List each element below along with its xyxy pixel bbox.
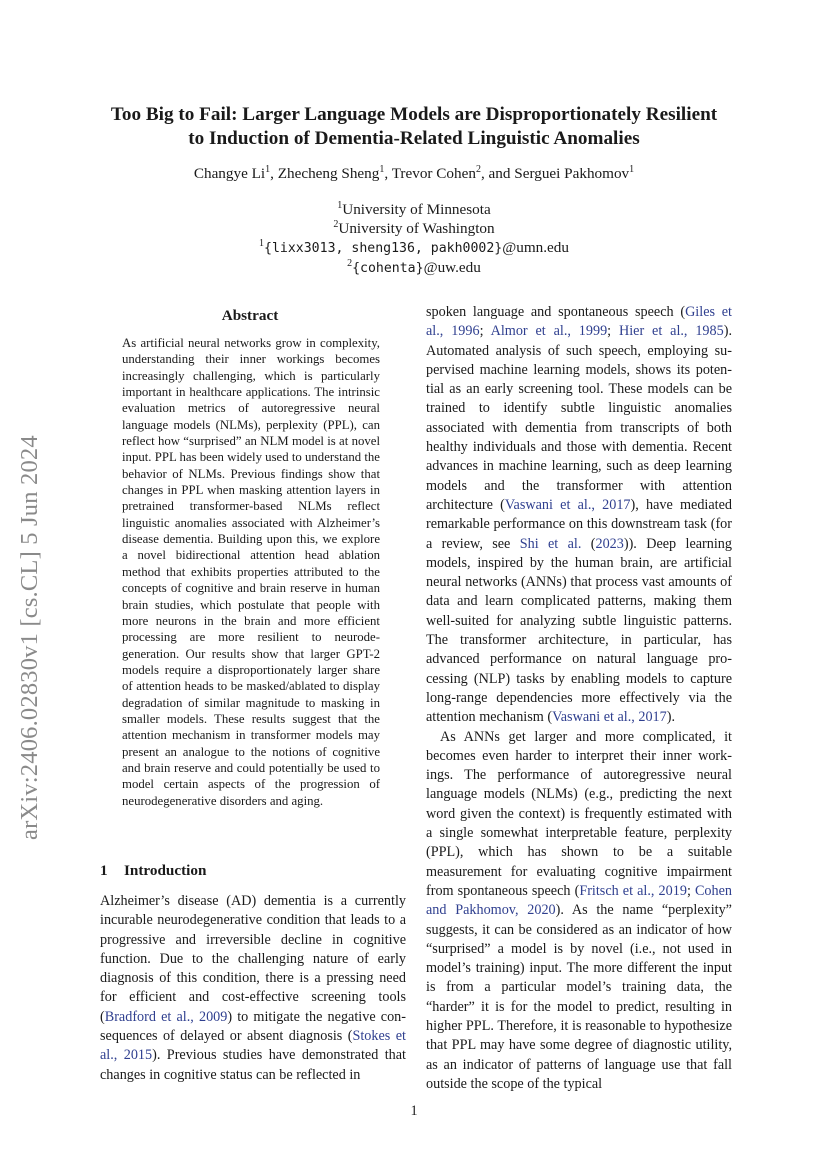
author-list <box>60 164 768 184</box>
email-domain: @uw.edu <box>423 259 481 276</box>
affiliation-marker: 1 <box>629 164 635 175</box>
page-number: 1 <box>410 1103 418 1119</box>
affiliation-name: University of Minnesota <box>342 201 491 218</box>
abstract-heading: Abstract <box>221 307 279 324</box>
introduction-paragraph-1 <box>100 892 406 1085</box>
citation-link[interactable]: Fritsch et al., 2019 <box>579 882 687 899</box>
affiliations <box>60 200 768 278</box>
paper-title <box>60 103 768 151</box>
title-line-2: to Induction of Dementia-Related Linguistic Anomalies <box>188 128 640 149</box>
body-text: spoken language and spontaneous speech ( <box>426 304 686 320</box>
abstract-body: As artificial neural networks grow in complexity, understanding their inner workings becomes increasingly challenging, which is particularly important in healthcare applications. The intrinsic evaluation metrics of autoregressive neural language models (NLMs), perplexity (PPL), can reflect how “surprised” an NLM model is at novel input. PPL has been widely used to understand the behavior of NLMs. Previous findings show that changes in PPL when masking attention layers in pretrained transformer-based NLMs reflect linguistic anomalies associated with Alzheimer’s disease dementia. Building upon this, we explore a novel bidirectional attention head ablation method that exhibits properties attributed to the concepts of cognitive and brain reserve in human brain studies, which postulate that people with more neurons in the brain and more efficient processing are more resilient to neurodegeneration. Our results show that larger GPT-2 models require a disproportionately larger share of attention heads to be masked/ablated to display degradation of similar magnitude to masking in smaller models. These results suggest that the attention mechanism in transformer models may present an analogue to the notions of cognitive and brain reserve and could potentially be used to model certain aspects of the progression of neurodegenerative disorders and aging. <box>122 336 380 808</box>
author-separator: , <box>270 165 278 182</box>
body-text: As ANNs get larger and more complicated, it becomes even harder to interpret their inner workings. The performance of autoregressive neural language models (NLMs) (e.g., predicting the next word given the context) is frequently estimated with a single somewhat interpretable feature, perplexity (PPL), which has shown to be a suitable measurement for evaluating cognitive impairment from spontaneous speech ( <box>426 728 732 899</box>
section-heading-introduction <box>100 861 406 881</box>
citation-link[interactable]: Almor et al., 1999 <box>490 323 608 340</box>
citation-link[interactable]: Bradford et al., 2009 <box>104 1008 228 1025</box>
title-line-1: Too Big to Fail: Larger Language Models are Disproportionately Resilient <box>110 104 718 125</box>
citation-separator: ; <box>607 323 619 340</box>
body-text: ). Previous studies have demonstrated that changes in cognitive status can be reflected in <box>100 1047 406 1083</box>
citation-link[interactable]: Hier et al., 1985 <box>618 323 724 340</box>
author-name: Zhecheng Sheng <box>277 165 380 182</box>
introduction-paragraph-2 <box>426 728 732 1095</box>
affiliation-marker: 1 <box>379 164 385 175</box>
citation-link[interactable]: Shi et al. <box>519 535 582 552</box>
citation-link[interactable]: Cohen and Pakhomov, 2020 <box>426 882 733 919</box>
author-name: Trevor Cohen <box>391 165 476 182</box>
introduction-paragraph-1-continued <box>426 303 732 728</box>
body-text: ), have mediated remarkable performance on this downstream task (for a review, see <box>426 496 732 552</box>
citation-link[interactable]: 2023 <box>595 535 624 552</box>
author-name: Serguei Pakhomov <box>514 165 630 182</box>
body-text: ( <box>581 535 596 552</box>
affiliation-marker: 1 <box>259 238 265 249</box>
affiliation-name: University of Washington <box>338 220 495 237</box>
citation-link[interactable]: Stokes et al., 2015 <box>100 1028 406 1064</box>
affiliation-marker: 1 <box>337 200 343 211</box>
body-text: ). <box>666 709 676 726</box>
body-text: ) to mitigate the negative consequences of delayed or absent diagnosis ( <box>100 1008 406 1045</box>
email-domain: @umn.edu <box>502 239 569 256</box>
author-separator: , <box>384 165 392 182</box>
author-separator: , and <box>480 165 515 182</box>
email-line <box>60 258 768 278</box>
body-text: ). As the name “perplexity” suggests, it can be considered as an indicator of how “surprised” a model is by novel (i.e., not used in model’s training) input. The more different the input is from a particular model’s training data, the “harder” it is for the model to predict, resulting in higher PPL. Therefore, it is reasonable to hypothesize that PPL may have some degree of diagnostic utility, as an indicator of patterns of language use that fall outside the scope of the typical <box>426 902 732 1092</box>
citation-link[interactable]: Vaswani et al., 2017 <box>504 496 631 513</box>
email-line <box>60 238 768 258</box>
affiliation-line <box>60 219 768 238</box>
email-users: {lixx3013, sheng136, pakh0002} <box>264 241 503 256</box>
body-text: )). Deep learning models, inspired by the human brain, are artificial neural networks (ANNs) that process vast amounts of data and learn complicated patterns, making them well-suited for analyzing subtle linguistic patterns. The transformer architecture, in particular, has advanced performance on natural language processing (NLP) tasks by enabling models to capture long-range dependencies more effectively via the attention mechanism ( <box>426 535 732 726</box>
citation-link[interactable]: Giles et al., 1996 <box>426 304 732 340</box>
citation-link[interactable]: Vaswani et al., 2017 <box>552 709 667 726</box>
right-column <box>426 303 732 1094</box>
section-number: 1 <box>100 862 108 879</box>
body-text: Alzheimer’s disease (AD) dementia is a currently incurable neurodegenerative condition that leads to a progressive and irreversible decline in cognitive function. Due to the challenging nature of early diagnosis of this condition, there is a pressing need for efficient and cost-effective screening tools ( <box>100 893 406 1025</box>
citation-separator: ; <box>479 323 491 340</box>
affiliation-marker: 1 <box>265 164 271 175</box>
affiliation-line <box>60 200 768 219</box>
affiliation-marker: 2 <box>475 164 481 175</box>
citation-separator: ; <box>686 882 695 899</box>
affiliation-marker: 2 <box>333 219 339 230</box>
arxiv-identifier-stamp: arXiv:2406.02830v1 [cs.CL] 5 Jun 2024 <box>16 435 43 840</box>
author-name: Changye Li <box>193 165 266 182</box>
email-users: {cohenta} <box>352 261 424 276</box>
affiliation-marker: 2 <box>347 258 353 269</box>
section-title: Introduction <box>124 862 207 879</box>
body-text: ). Automated analysis of such speech, employing supervised machine learning models, shows its potential as an early screening tool. These models can be trained to identify subtle linguistic anomalies associated with dementia from transcripts of both healthy individuals and those with dementia. Recent advances in machine learning, such as deep learning models and the transformer with attention architecture ( <box>426 323 732 513</box>
